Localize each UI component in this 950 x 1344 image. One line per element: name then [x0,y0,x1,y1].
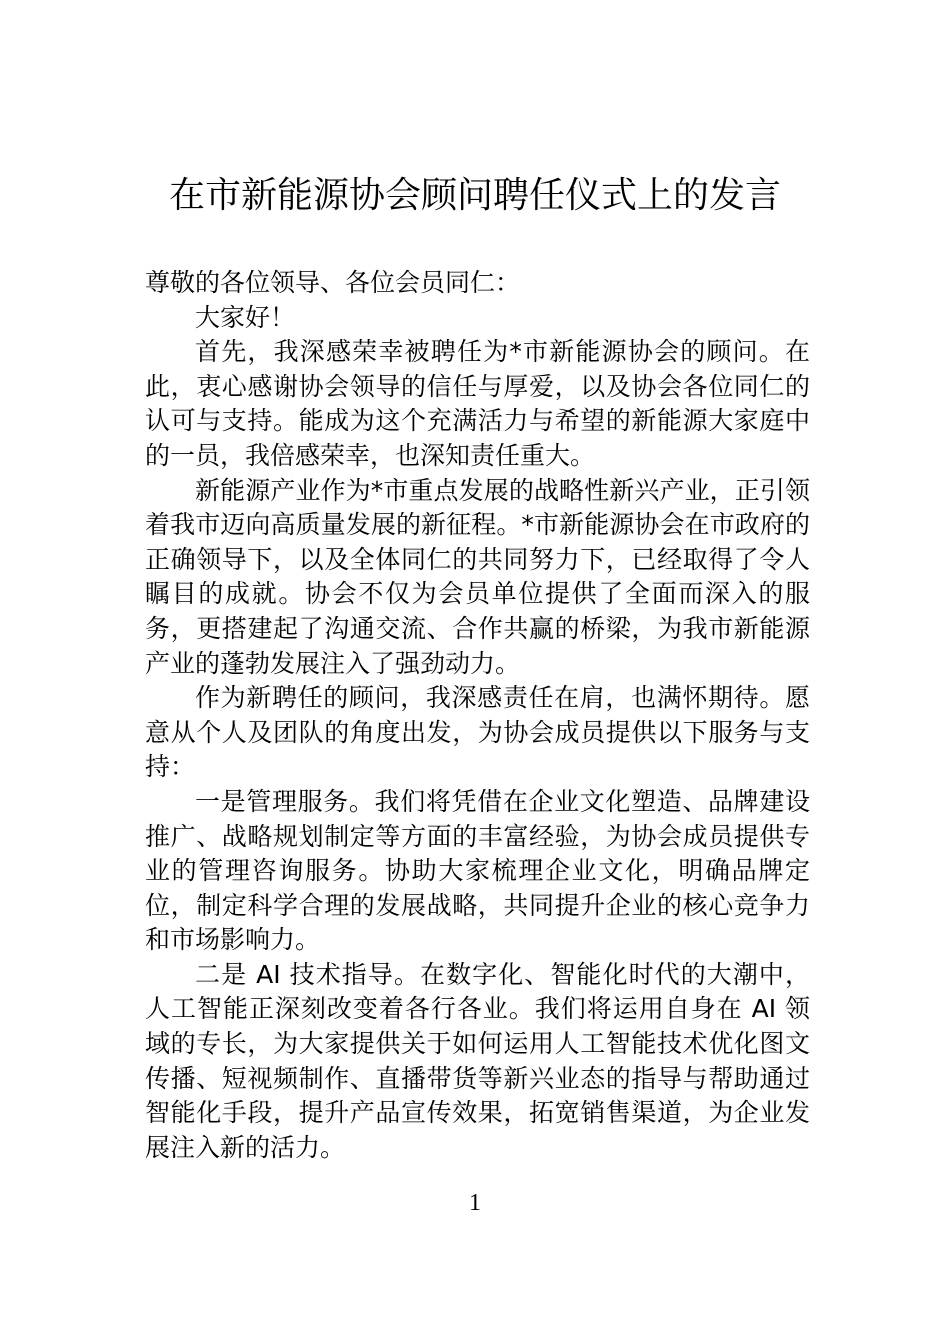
paragraph-industry-overview: 新能源产业作为*市重点发展的战略性新兴产业，正引领着我市迈向高质量发展的新征程。*市新能源协会在市政府的正确领导下，以及全体同仁的共同努力下，已经取得了令人瞩目的成就。协会不仅为会员单位提供了全面而深入的服务，更搭建起了沟通交流、合作共赢的桥梁，为我市新能源产业的蓬勃发展注入了强劲动力。 [145,475,810,678]
paragraph-appointment-thanks: 首先，我深感荣幸被聘任为*市新能源协会的顾问。在此，衷心感谢协会领导的信任与厚爱，以及协会各位同仁的认可与支持。能成为这个充满活力与希望的新能源大家庭中的一员，我倍感荣幸，也深知责任重大。 [145,337,810,470]
paragraph-ai-guidance: 二是 AI 技术指导。在数字化、智能化时代的大潮中，人工智能正深刻改变着各行各业。我们将运用自身在 AI 领域的专长，为大家提供关于如何运用人工智能技术优化图文传播、短视频制作、直播带货等新兴业态的指导与帮助通过智能化手段，提升产品宣传效果，拓宽销售渠道，为企业发展注入新的活力。 [145,959,810,1162]
page-number: 1 [469,1190,481,1216]
paragraph-service-intro: 作为新聘任的顾问，我深感责任在肩，也满怀期待。愿意从个人及团队的角度出发，为协会成员提供以下服务与支持： [145,683,810,782]
salutation: 尊敬的各位领导、各位会员同仁： [145,268,521,297]
paragraph-management-service: 一是管理服务。我们将凭借在企业文化塑造、品牌建设推广、战略规划制定等方面的丰富经验，为协会成员提供专业的管理咨询服务。协助大家梳理企业文化，明确品牌定位，制定科学合理的发展战略，共同提升企业的核心竞争力和市场影响力。 [145,786,810,955]
paragraph-greeting: 大家好！ [195,302,296,332]
document-title: 在市新能源协会顾问聘任仪式上的发言 [168,175,781,216]
document-body [145,266,810,1165]
